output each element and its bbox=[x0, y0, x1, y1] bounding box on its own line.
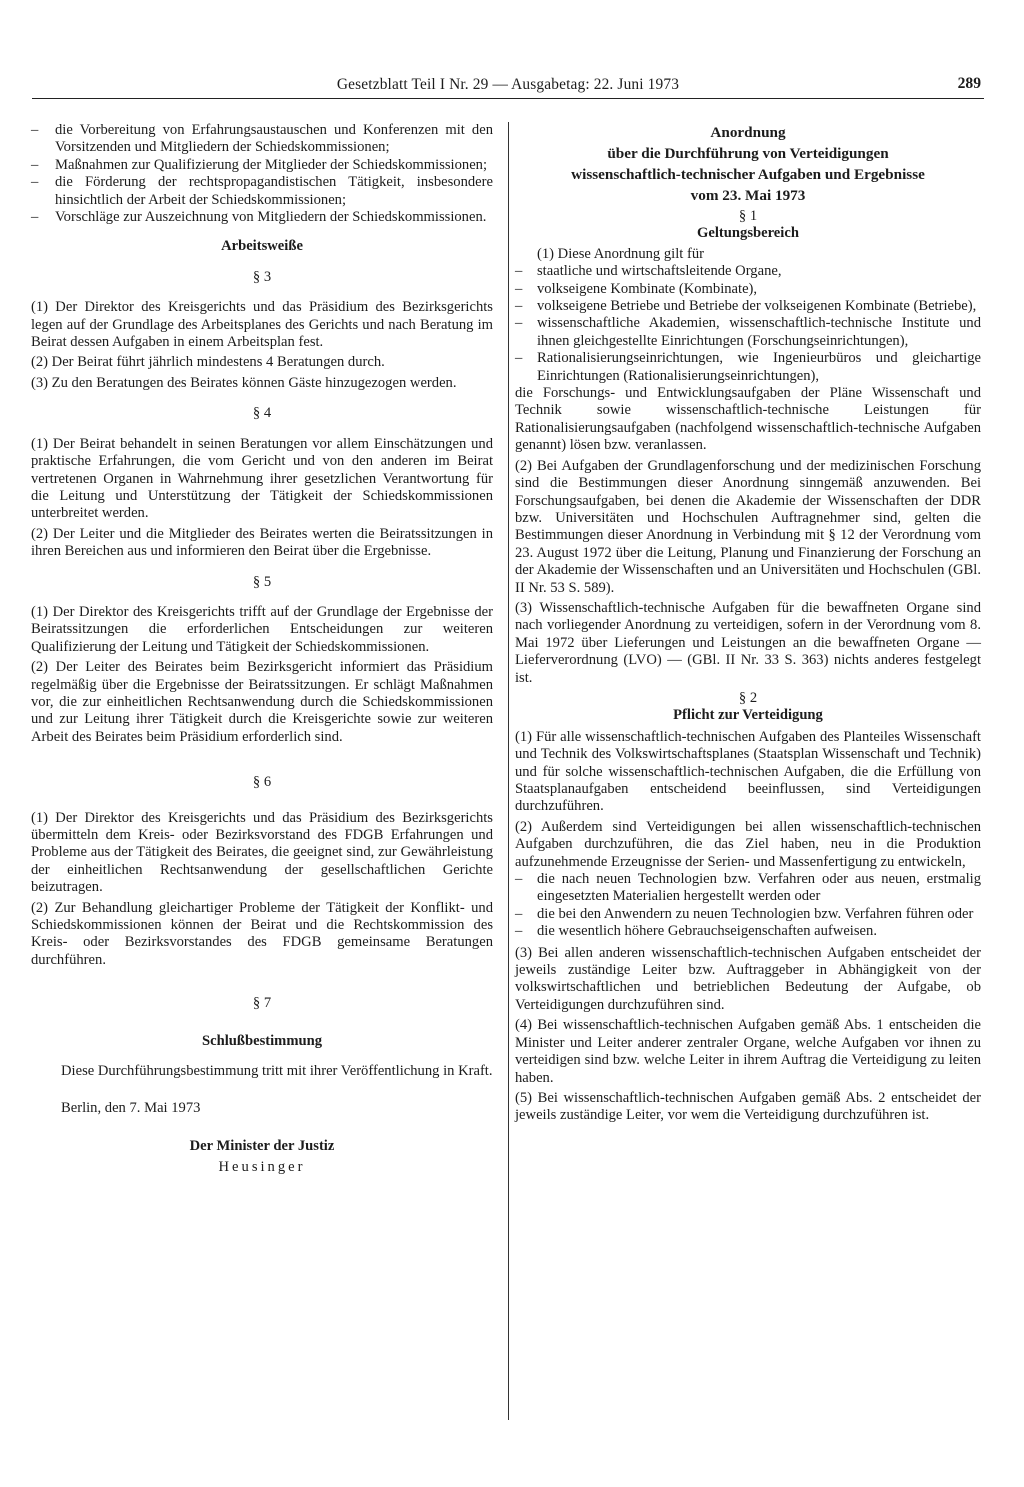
column-divider bbox=[508, 122, 509, 1420]
list-item: – die Vorbereitung von Erfahrungsaustauschen und Konferenzen mit den Vorsitzenden und Mitgliedern der Schiedskommissionen; bbox=[31, 122, 493, 156]
list-item: – die wesentlich höhere Gebrauchseigenschaften aufweisen. bbox=[515, 923, 877, 940]
list-item: – wissenschaftliche Akademien, wissenschaftlich-technische Institute und ihnen gleichgestellte Einrichtungen (Forschungseinrichtungen), bbox=[515, 315, 981, 349]
list-item: – die Förderung der rechtspropagandistischen Tätigkeit, insbesondere hinsichtlich der Arbeit der Schiedskommissionen; bbox=[31, 174, 493, 208]
paragraph-text: (1) Der Beirat behandelt in seinen Beratungen vor allem Einschätzungen und praktische Erfahrungen, die vom Gericht und von den anderen im Beirat vertretenen Organen in Wahrnehmung ihrer gesetzlichen Verantwortung für die Leitung und Unterstützung der Tätigkeit der Schiedskommissionen unterbreitet werden. bbox=[31, 435, 493, 522]
page-header bbox=[32, 74, 984, 99]
paragraph-text: (1) Für alle wissenschaftlich-technischen Aufgaben des Planteiles Wissenschaft und Technik des Volkswirtschaftsplanes (Staatsplan Wissenschaft und Technik) und für solche wissenschaftlich-technischen Aufgaben, die die Erfüllung von Staatsplanaufgaben entscheidend beeinflussen, sind Verteidigungen durchzuführen. bbox=[515, 728, 981, 815]
signer-name: Heusinger bbox=[218, 1159, 306, 1176]
section-heading: Arbeitsweiße bbox=[221, 238, 303, 255]
ordinance-title bbox=[515, 122, 981, 206]
list-item: – volkseigene Betriebe und Betriebe der volkseigenen Kombinate (Betriebe), bbox=[515, 298, 977, 315]
paragraph-text: (1) Diese Anordnung gilt für bbox=[537, 245, 704, 262]
paragraph-text: die Forschungs- und Entwicklungsaufgaben der Pläne Wissenschaft und Technik sowie wissenschaftlich-technische Leistungen für Rationalisierungsaufgaben (nachfolgend wissenschaftlich-technische Aufgaben genannt) lösen bzw. veranlassen. bbox=[515, 385, 981, 454]
paragraph-text: (2) Der Beirat führt jährlich mindestens 4 Beratungen durch. bbox=[31, 354, 385, 371]
paragraph-text: (5) Bei wissenschaftlich-technischen Aufgaben gemäß Abs. 2 entscheidet der jeweils zuständige Leiter, vor wem die Verteidigung durchzuführen ist. bbox=[515, 1089, 981, 1124]
paragraph-number: § 2 bbox=[738, 689, 758, 706]
paragraph-text: (1) Der Direktor des Kreisgerichts und das Präsidium des Bezirksgerichts übermitteln dem Kreis- oder Bezirksvorstand des FDGB Erfahrungen und Probleme aus der Tätigkeit des Beirates, die geeignet sind, zur Gewährleistung der einheitlichen Rechtsanwendung der gesellschaftlichen Gerichte beizutragen. bbox=[31, 809, 493, 896]
running-title: Gesetzblatt Teil I Nr. 29 — Ausgabetag: 22. Juni 1973 bbox=[336, 76, 680, 93]
section-heading: Geltungsbereich bbox=[697, 225, 799, 242]
title-line: vom 23. Mai 1973 bbox=[690, 187, 806, 204]
section-heading: Schlußbestimmung bbox=[201, 1032, 323, 1049]
paragraph-text: (1) Der Direktor des Kreisgerichts und das Präsidium des Bezirksgerichts legen auf der Grundlage des Arbeitsplanes des Gerichts und nach Beratung im Beirat dessen Aufgaben in einem Arbeitsplan fest. bbox=[31, 299, 493, 351]
list-item: – staatliche und wirtschaftsleitende Organe, bbox=[515, 263, 782, 280]
left-column bbox=[31, 122, 493, 1177]
page-number: 289 bbox=[957, 75, 981, 92]
paragraph-number: § 4 bbox=[252, 405, 272, 422]
paragraph-text: (2) Außerdem sind Verteidigungen bei allen wissenschaftlich-technischen Aufgaben durchzuführen, die das Ziel haben, neu in die Produktion aufzunehmende Erzeugnisse der Serien- und Massenfertigung zu entwickeln, bbox=[515, 818, 981, 870]
paragraph-number: § 5 bbox=[252, 573, 272, 590]
list-item: – die nach neuen Technologien bzw. Verfahren oder aus neuen, erstmalig eingesetzten Materialien hergestellt werden oder bbox=[515, 871, 981, 905]
title-line: über die Durchführung von Verteidigungen bbox=[607, 145, 889, 162]
paragraph-number: § 1 bbox=[738, 208, 758, 224]
list-item: – Maßnahmen zur Qualifizierung der Mitglieder der Schiedskommissionen; bbox=[31, 156, 488, 173]
paragraph-text: (2) Zur Behandlung gleichartiger Probleme der Tätigkeit der Konflikt- und Schiedskommissionen können der Beirat und die Rechtskommission des Kreis- oder Bezirksvorstandes des FDGB gemeinsame Beratungen durchführen. bbox=[31, 899, 493, 968]
paragraph-text: (2) Bei Aufgaben der Grundlagenforschung und der medizinischen Forschung sind die Bestimmungen dieser Anordnung sinngemäß anzuwenden. Bei Forschungsaufgaben, bei denen die Akademie der Wissenschaften der DDR bzw. Universitäten und Hochschulen Auftragnehmer sind, gelten die Bestimmungen dieser Anordnung in Verbindung mit § 12 der Verordnung vom 23. August 1972 über die Leitung, Planung und Finanzierung der Forschung an der Akademie der Wissenschaften und an Universitäten und Hochschulen (GBl. II Nr. 53 S. 589). bbox=[515, 457, 981, 596]
paragraph-text: (1) Der Direktor des Kreisgerichts trifft auf der Grundlage der Ergebnisse der Beiratssitzungen die erforderlichen Entscheidungen zur weiteren Qualifizierung der Leitung und Tätigkeit der Schiedskommissionen. bbox=[31, 603, 493, 655]
paragraph-text: (2) Der Leiter und die Mitglieder des Beirates werten die Beiratssitzungen in ihren Bereichen aus und informieren den Beirat über die Ergebnisse. bbox=[31, 525, 493, 560]
signer-title: Der Minister der Justiz bbox=[189, 1137, 335, 1154]
paragraph-text: (3) Zu den Beratungen des Beirates können Gäste hinzugezogen werden. bbox=[31, 374, 457, 391]
right-column bbox=[515, 122, 981, 1125]
paragraph-text: (3) Wissenschaftlich-technische Aufgaben für die bewaffneten Organe sind nach vorliegender Anordnung zu verteidigen, sofern in der Verordnung vom 8. Mai 1972 über Lieferungen und Leistungen an die bewaffneten Organe — Lieferverordnung (LVO) — (GBl. II Nr. 33 S. 363) nichts anderes festgelegt ist. bbox=[515, 599, 981, 686]
section-heading: Pflicht zur Verteidigung bbox=[673, 707, 823, 724]
list-item: – Vorschläge zur Auszeichnung von Mitgliedern der Schiedskommissionen. bbox=[31, 209, 487, 226]
paragraph-number: § 6 bbox=[252, 774, 272, 791]
title-line: Anordnung bbox=[710, 124, 786, 141]
title-line: wissenschaftlich-technischer Aufgaben und Ergebnisse bbox=[571, 166, 925, 183]
list-item: – die bei den Anwendern zu neuen Technologien bzw. Verfahren führen oder bbox=[515, 905, 974, 922]
paragraph-number: § 7 bbox=[252, 995, 272, 1012]
paragraph-number: § 3 bbox=[252, 268, 272, 285]
place-date: Berlin, den 7. Mai 1973 bbox=[61, 1100, 201, 1117]
paragraph-text: (3) Bei allen anderen wissenschaftlich-technischen Aufgaben entscheidet der jeweils zuständige Leiter bzw. Auftraggeber in Abhängigkeit von der volkswirtschaftlichen und betrieblichen Bedeutung der Aufgabe, ob Verteidigungen durchzuführen sind. bbox=[515, 944, 981, 1013]
list-item: – Rationalisierungseinrichtungen, wie Ingenieurbüros und gleichartige Einrichtungen (Rationalisierungseinrichtungen), bbox=[515, 350, 981, 384]
paragraph-text: Diese Durchführungsbestimmung tritt mit ihrer Veröffentlichung in Kraft. bbox=[61, 1063, 493, 1080]
list-item: – volkseigene Kombinate (Kombinate), bbox=[515, 280, 758, 297]
paragraph-text: (2) Der Leiter des Beirates beim Bezirksgericht informiert das Präsidium regelmäßig über die Ergebnisse der Beiratssitzungen. Er schlägt Maßnahmen vor, die zur einheitlichen Rechtsanwendung durch die Schiedskommissionen und zur Leitung ihrer Tätigkeit durch die Kreisgerichte sowie zur weiteren Arbeit des Beirates beim Präsidium erforderlich sind. bbox=[31, 659, 493, 745]
paragraph-text: (4) Bei wissenschaftlich-technischen Aufgaben gemäß Abs. 1 entscheiden die Minister und Leiter anderer zentraler Organe, welche Aufgaben vor ihnen zu verteidigen sind bzw. welche Leiter in ihrem Auftrag die Verteidigung zu leiten haben. bbox=[515, 1017, 981, 1086]
